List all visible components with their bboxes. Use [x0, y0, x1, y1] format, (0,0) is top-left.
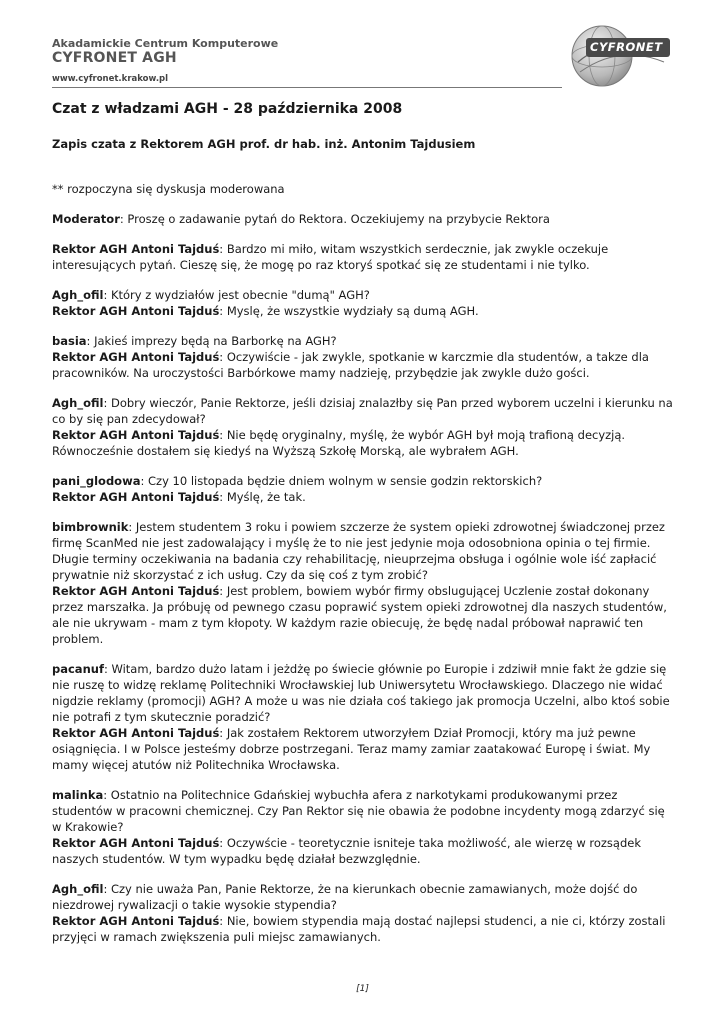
chat-line [52, 211, 677, 227]
chat-entry [52, 881, 677, 945]
speaker-name: pani_glodowa [52, 474, 141, 488]
message-text: : Myslę, że wszystkie wydziały są dumą AGH. [219, 304, 479, 318]
org-url: www.cyfronet.krakow.pl [52, 74, 169, 84]
message-text: : Oczywście - teoretycznie isniteje taka możliwość, ale wierzę w rozsądek naszych studentów. W tym wypadku będę działał bezwzględnie. [52, 836, 642, 866]
chat-entry [52, 661, 677, 773]
chat-line [52, 427, 677, 459]
chat-line [52, 881, 677, 913]
message-text: : Jak zostałem Rektorem utworzyłem Dział Promocji, który ma już pewne osiągnięcia. I w Polsce jesteśmy dobrze postrzegani. Teraz mamy zamiar zaatakować Europę i świat. My mamy więcej atutów niż Politechnika Wrocławska. [52, 726, 651, 772]
speaker-name: Agh_ofil [52, 288, 104, 302]
speaker-name: Moderator [52, 212, 120, 226]
chat-line [52, 489, 677, 505]
message-text: : Jakieś imprezy będą na Barborkę na AGH? [86, 334, 337, 348]
speaker-name: Rektor AGH Antoni Tajduś [52, 428, 220, 442]
chat-line [52, 241, 677, 273]
chat-line [52, 287, 677, 303]
org-name-line2: CYFRONET AGH [52, 50, 177, 66]
speaker-name: pacanuf [52, 662, 104, 676]
org-name-line1: Akadamickie Centrum Komputerowe [52, 37, 279, 50]
speaker-name: basia [52, 334, 87, 348]
chat-line [52, 913, 677, 945]
chat-line [52, 725, 677, 773]
message-text: : Proszę o zadawanie pytań do Rektora. Oczekiujemy na przybycie Rektora [119, 212, 550, 226]
document-subtitle: Zapis czata z Rektorem AGH prof. dr hab. inż. Antonim Tajdusiem [52, 137, 476, 151]
message-text: : Czy 10 listopada będzie dniem wolnym w sensie godzin rektorskich? [140, 474, 543, 488]
chat-line [52, 787, 677, 835]
speaker-name: Agh_ofil [52, 396, 104, 410]
message-text: : Czy nie uważa Pan, Panie Rektorze, że na kierunkach obecnie zamawianych, może dojść do niezdrowej rywalizacji o takie wysokie stypendia? [52, 882, 638, 912]
chat-line [52, 661, 677, 725]
chat-entry [52, 473, 677, 505]
message-text: : Który z wydziałów jest obecnie "dumą" AGH? [103, 288, 370, 302]
speaker-name: Agh_ofil [52, 882, 104, 896]
chat-entry [52, 787, 677, 867]
chat-line [52, 181, 677, 197]
document-title: Czat z władzami AGH - 28 października 2008 [52, 101, 403, 117]
chat-line [52, 835, 677, 867]
cyfronet-logo-icon [564, 22, 674, 90]
message-text: : Nie będę oryginalny, myślę, że wybór AGH był moją trafioną decyzją. Równocześnie dostałem się kiedyś na Wyższą Szkołę Morską, ale wybrałem AGH. [52, 428, 626, 458]
chat-line [52, 349, 677, 381]
speaker-name: Rektor AGH Antoni Tajduś [52, 584, 220, 598]
chat-line [52, 473, 677, 489]
message-text: : Oczywiście - jak zwykle, spotkanie w karczmie dla studentów, a takze dla pracowników. Na uroczystości Barbórkowe mamy nadzieję, przybędzie jak zwykle dużo gości. [52, 350, 649, 380]
speaker-name: bimbrownik [52, 520, 129, 534]
chat-line [52, 583, 677, 647]
message-text: : Myślę, że tak. [219, 490, 306, 504]
message-text: : Jest problem, bowiem wybór firmy obslugującej Uczlenie został dokonany przez marszałka. Ja próbuję od pewnego czasu poprawić system opieki zdrowotnej dla naszych studentów, ale nie ukrywam - mam z tym kłopoty. W każdym razie obiecuję, że będę nadal próbował naprawić ten problem. [52, 584, 667, 646]
speaker-name: Rektor AGH Antoni Tajduś [52, 242, 220, 256]
message-text: : Dobry wieczór, Panie Rektorze, jeśli dzisiaj znalazłby się Pan przed wyborem uczelni i kierunku na co by się pan zdecydował? [52, 396, 673, 426]
chat-transcript [52, 181, 677, 959]
page-number: [1] [356, 984, 369, 994]
chat-entry [52, 519, 677, 647]
message-text: : Ostatnio na Politechnice Gdańskiej wybuchła afera z narkotykami produkowanymi przez studentów w pracowni chemicznej. Czy Pan Rektor się nie obawia że podobne incydenty mogą zdarzyć się w Krakowie? [52, 788, 665, 834]
message-text: : Bardzo mi miło, witam wszystkich serdecznie, jak zwykle oczekuje interesujących pytań. Cieszę się, że mogę po raz ktoryś spotkać się ze studentami i nie tylko. [52, 242, 609, 272]
message-text: ** rozpoczyna się dyskusja moderowana [52, 182, 285, 196]
chat-line [52, 333, 677, 349]
speaker-name: Rektor AGH Antoni Tajduś [52, 914, 220, 928]
chat-entry [52, 333, 677, 381]
chat-entry [52, 181, 677, 197]
speaker-name: Rektor AGH Antoni Tajduś [52, 836, 220, 850]
chat-line [52, 303, 677, 319]
message-text: : Jestem studentem 3 roku i powiem szczerze że system opieki zdrowotnej świadczonej przez firmę ScanMed nie jest zadowalający i myślę że to nie jest jedynie moja odosobniona opinia o tej firmie. Długie terminy oczekiwania na badania czy rehabilitację, nieuprzejma obsługa i ogólnie wole iść zapłacić prywatnie niż skorzystać z ich usług. Czy da się coś z tym zrobić? [52, 520, 665, 582]
chat-entry [52, 211, 677, 227]
speaker-name: Rektor AGH Antoni Tajduś [52, 490, 220, 504]
message-text: : Witam, bardzo dużo latam i jeżdżę po świecie głównie po Europie i zdziwił mnie fakt że gdzie się nie ruszę to widzę reklamę Politechniki Wrocławskiej lub Uniwersytetu Wrocławskiego. Dlaczego nie widać nigdzie reklamy (promocji) AGH? A może u was nie działa coś takiego jak promocja Uczelni, albo ktoś sobie nie potrafi z tym skutecznie poradzić? [52, 662, 670, 724]
chat-line [52, 395, 677, 427]
speaker-name: Rektor AGH Antoni Tajduś [52, 350, 220, 364]
speaker-name: Rektor AGH Antoni Tajduś [52, 726, 220, 740]
chat-line [52, 519, 677, 583]
message-text: : Nie, bowiem stypendia mają dostać najlepsi studenci, a nie ci, którzy zostali przyjęci w ramach zwiększenia puli miejsc zamawianych. [52, 914, 666, 944]
speaker-name: Rektor AGH Antoni Tajduś [52, 304, 220, 318]
chat-entry [52, 395, 677, 459]
logo-wordmark: CYFRONET [590, 40, 663, 54]
header-divider [52, 87, 562, 88]
speaker-name: malinka [52, 788, 104, 802]
chat-entry [52, 241, 677, 273]
chat-entry [52, 287, 677, 319]
